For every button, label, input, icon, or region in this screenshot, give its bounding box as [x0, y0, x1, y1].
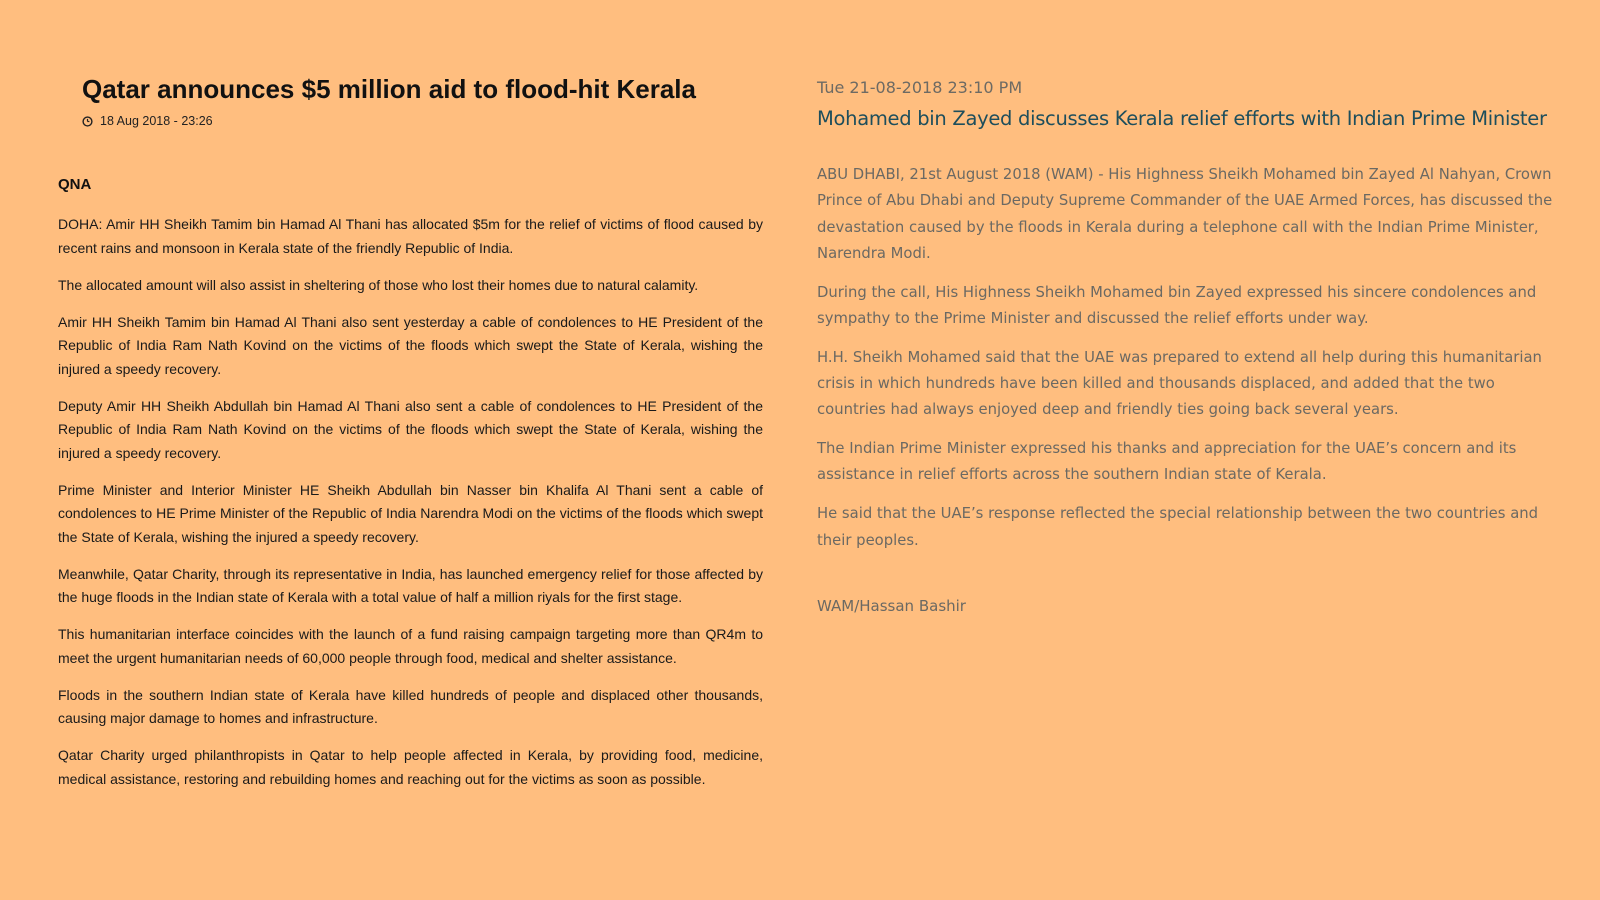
- wam-paragraph: ABU DHABI, 21st August 2018 (WAM) - His Highness Sheikh Mohamed bin Zayed Al Nahyan, Crown Prince of Abu Dhabi and Deputy Supreme Commander of the UAE Armed Forces, has discussed the devastation caused by the floods in Kerala during a telephone call with the Indian Prime Minister, Narendra Modi.: [817, 166, 1553, 262]
- wam-paragraph: He said that the UAE’s response reflected the special relationship between the two countries and their peoples.: [817, 505, 1539, 549]
- wam-paragraph: During the call, His Highness Sheikh Mohamed bin Zayed expressed his sincere condolences and sympathy to the Prime Minister and discussed the relief efforts under way.: [817, 283, 1537, 327]
- qna-paragraph: Deputy Amir HH Sheikh Abdullah bin Hamad Al Thani also sent a cable of condolences to HE President of the Republic of India Ram Nath Kovind on the victims of the floods which swept the State of Kerala, wishing the injured a speedy recovery.: [58, 397, 763, 461]
- qna-paragraph: The allocated amount will also assist in sheltering of those who lost their homes due to natural calamity.: [58, 276, 699, 293]
- qna-paragraph: Floods in the southern Indian state of Kerala have killed hundreds of people and displaced other thousands, causing major damage to homes and infrastructure.: [58, 686, 763, 726]
- qna-article-date-text: 18 Aug 2018 - 23:26: [100, 114, 213, 128]
- clock-icon: [82, 116, 93, 127]
- wam-article-title[interactable]: Mohamed bin Zayed discusses Kerala relief efforts with Indian Prime Minister: [817, 107, 1547, 130]
- qna-paragraph: Meanwhile, Qatar Charity, through its representative in India, has launched emergency relief for those affected by the huge floods in the Indian state of Kerala with a total value of half a million riyals for the first stage.: [58, 565, 763, 605]
- qna-article-date: [82, 114, 213, 128]
- qna-article-title: Qatar announces $5 million aid to flood-hit Kerala: [82, 74, 696, 104]
- wam-article-credit: WAM/Hassan Bashir: [817, 597, 966, 615]
- qna-paragraph: Amir HH Sheikh Tamim bin Hamad Al Thani also sent yesterday a cable of condolences to HE President of the Republic of India Ram Nath Kovind on the victims of the floods which swept the State of Kerala, wishing the injured a speedy recovery.: [58, 313, 763, 377]
- qna-article-source: QNA: [58, 176, 92, 193]
- wam-article-body: [817, 162, 1565, 566]
- qna-paragraph: Prime Minister and Interior Minister HE Sheikh Abdullah bin Nasser bin Khalifa Al Thani sent a cable of condolences to HE Prime Minister of the Republic of India Narendra Modi on the victims of the floods which swept the State of Kerala, wishing the injured a speedy recovery.: [58, 481, 763, 545]
- qna-article-body: [58, 213, 763, 805]
- qna-paragraph: Qatar Charity urged philanthropists in Qatar to help people affected in Kerala, by providing food, medicine, medical assistance, restoring and rebuilding homes and reaching out for the victims as soon as possible.: [58, 747, 763, 787]
- qna-paragraph: DOHA: Amir HH Sheikh Tamim bin Hamad Al Thani has allocated $5m for the relief of victims of flood caused by recent rains and monsoon in Kerala state of the friendly Republic of India.: [58, 216, 763, 256]
- wam-paragraph: The Indian Prime Minister expressed his thanks and appreciation for the UAE’s concern and its assistance in relief efforts across the southern Indian state of Kerala.: [817, 440, 1517, 484]
- wam-article-date: Tue 21-08-2018 23:10 PM: [817, 78, 1023, 97]
- wam-paragraph: H.H. Sheikh Mohamed said that the UAE was prepared to extend all help during this humanitarian crisis in which hundreds have been killed and thousands displaced, and added that the two countries had always enjoyed deep and friendly ties going back several years.: [817, 348, 1542, 419]
- qna-paragraph: This humanitarian interface coincides with the launch of a fund raising campaign targeting more than QR4m to meet the urgent humanitarian needs of 60,000 people through food, medical and shelter assistance.: [58, 626, 763, 666]
